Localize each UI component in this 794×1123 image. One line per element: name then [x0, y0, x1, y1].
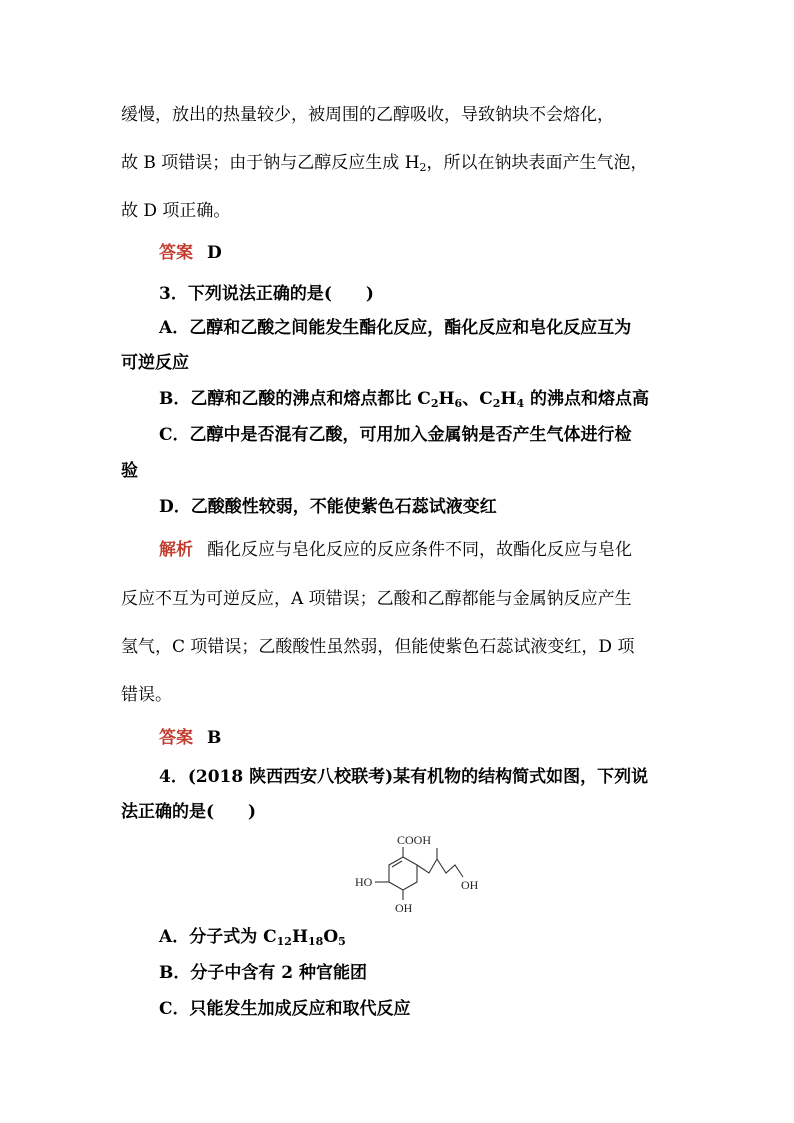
question-4-option-b: B．分子中含有 2 种官能团 [159, 963, 368, 983]
question-4-option-c: C．只能发生加成反应和取代反应 [159, 999, 411, 1019]
line2-subscript: 2 [419, 161, 427, 174]
answer-value: D [207, 243, 222, 263]
side-chain [417, 859, 463, 877]
q4-option-a-sub-3: 5 [338, 935, 346, 948]
option-b-text-a: B．乙醇和乙酸的沸点和熔点都比 C [159, 389, 431, 409]
question-3-stem-close: ) [365, 284, 374, 304]
question-4-stem-text: 法正确的是( [121, 802, 215, 822]
option-b-sub-2: 6 [454, 397, 463, 410]
question-3-option-d: D．乙酸酸性较弱，不能使紫色石蕊试液变红 [159, 497, 497, 517]
analysis-continued-line-3: 故 D 项正确。 [121, 201, 231, 221]
option-b-text-e: 的沸点和熔点高 [524, 389, 650, 409]
q4-option-a-text-a: A．分子式为 C [159, 927, 277, 947]
answer-label: 答案 [159, 728, 193, 748]
analysis-line-1-text: 酯化反应与皂化反应的反应条件不同，故酯化反应与皂化 [207, 540, 632, 560]
analysis-line-3: 氢气，C 项错误；乙酸酸性虽然弱，但能使紫色石蕊试液变红，D 项 [121, 637, 635, 657]
option-b-text-d: H [500, 389, 517, 409]
analysis-continued-line-2 [121, 152, 648, 174]
question-3-option-a-line-1: A．乙醇和乙酸之间能发生酯化反应，酯化反应和皂化反应互为 [159, 318, 632, 338]
question-3-option-c-line-1: C．乙醇中是否混有乙酸，可用加入金属钠是否产生气体进行检 [159, 425, 632, 445]
q4-option-a-text-c: O [323, 927, 339, 947]
oh-bottom-label: OH [395, 901, 413, 914]
analysis-label: 解析 [159, 540, 193, 560]
ho-left-label: HO [355, 875, 373, 889]
question-4-stem-close: ) [248, 802, 257, 822]
option-b-text-c: 、C [462, 389, 493, 409]
line2-text-b: ，所以在钠块表面产生气泡， [426, 153, 648, 173]
oh-right-label: OH [461, 878, 479, 892]
q4-option-a-text-b: H [291, 927, 309, 947]
question-3-stem-text: 3．下列说法正确的是( [159, 284, 332, 304]
line2-text-a: 故 B 项错误；由于钠与乙醇反应生成 H [121, 153, 420, 173]
option-b-sub-1: 2 [430, 397, 439, 410]
question-4-stem-line-1: 4．(2018 陕西西安八校联考)某有机物的结构简式如图，下列说 [159, 767, 649, 787]
option-b-sub-4: 4 [516, 397, 525, 410]
structure-formula-figure [345, 832, 483, 914]
option-b-text-b: H [438, 389, 455, 409]
option-b-sub-3: 2 [492, 397, 501, 410]
q4-option-a-sub-2: 18 [308, 935, 324, 948]
analysis-line-2: 反应不互为可逆反应，A 项错误；乙酸和乙醇都能与金属钠反应产生 [121, 589, 632, 609]
question-3-stem [159, 283, 374, 305]
answer-value: B [207, 728, 222, 748]
q4-option-a-sub-1: 12 [276, 935, 292, 948]
answer-2 [159, 727, 221, 749]
question-4-stem-line-2 [121, 801, 256, 823]
question-4-option-a [159, 926, 346, 948]
question-3-option-c-line-2: 验 [121, 461, 138, 481]
analysis-continued-line-1: 缓慢，放出的热量较少，被周围的乙醇吸收，导致钠块不会熔化， [121, 105, 614, 125]
question-3-option-b [159, 388, 649, 410]
question-3-option-a-line-2: 可逆反应 [121, 353, 189, 373]
answer-label: 答案 [159, 243, 193, 263]
analysis-line-1 [159, 539, 632, 561]
ring [389, 857, 417, 890]
answer-1 [159, 242, 222, 264]
analysis-line-4: 错误。 [121, 685, 172, 705]
cooh-label: COOH [397, 833, 432, 847]
